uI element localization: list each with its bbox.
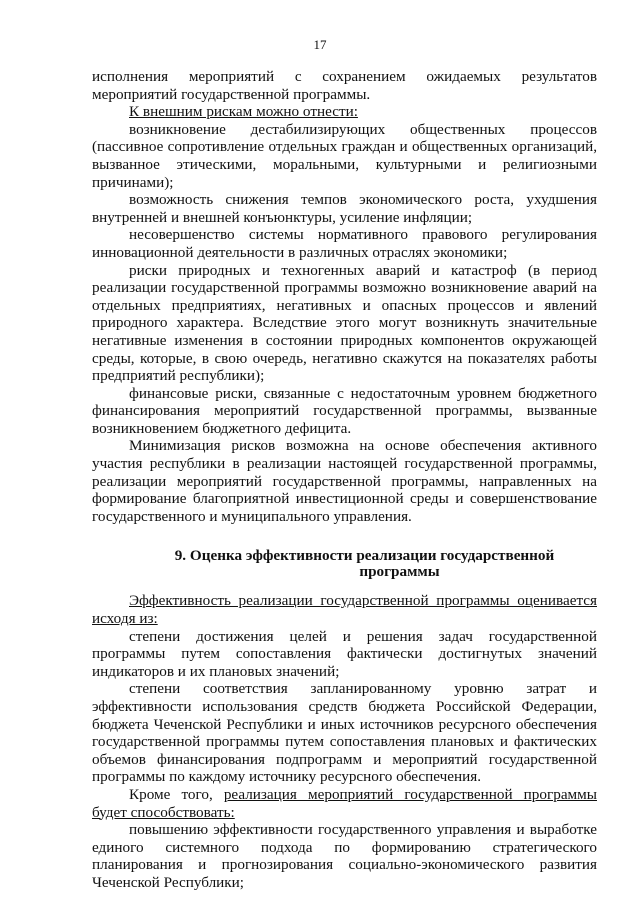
risk-item: финансовые риски, связанные с недостаточным уровнем бюджетного финансирования мероприятий государственной программы, вызванные возникновением бюджетного дефицита. <box>92 384 597 437</box>
risk-item: несовершенство системы нормативного правового регулирования инновационной деятельности в различных отраслях экономики; <box>92 226 597 261</box>
paragraph-underlined: реализация мероприятий государственной программы будет способствовать: <box>92 785 597 821</box>
external-risks-label: К внешним рискам можно отнести: <box>129 103 358 121</box>
external-risks-lead <box>92 103 597 121</box>
section-heading-line2: программы <box>359 563 440 581</box>
section-heading <box>92 548 597 580</box>
efficiency-lead-text: Эффективность реализации государственной программы оценивается исходя из: <box>92 592 597 628</box>
efficiency-lead <box>92 592 597 627</box>
paragraph: Минимизация рисков возможна на основе обеспечения активного участия республики в реализации настоящей государственной программы, реализации мероприятий государственной программы, направленных на формирование благоприятной инвестиционной среды и совершенствование государственного и муниципального управления. <box>92 437 597 525</box>
section-heading-line1: 9. Оценка эффективности реализации государственной <box>174 547 555 565</box>
page-number: 17 <box>313 37 327 52</box>
risk-item: возникновение дестабилизирующих общественных процессов (пассивное сопротивление отдельных граждан и общественных организаций, вызванное этическими, моральными, культурными и религиозными причинами); <box>92 120 597 191</box>
criteria-item: степени соответствия запланированному уровню затрат и эффективности использования средств бюджета Российской Федерации, бюджета Чеченской Республики и иных источников ресурсного обеспечения государственной программы путем сопоставления плановых и фактических объемов финансирования подпрограмм и мероприятий государственной программы по каждому источнику ресурсного обеспечения. <box>92 680 597 786</box>
paragraph: исполнения мероприятий с сохранением ожидаемых результатов мероприятий государственной программы. <box>92 68 597 103</box>
outcome-item: повышению эффективности государственного управления и выработке единого системного подхода по формированию стратегического планирования и прогнозирования социально-экономического развития Чеченской Республики; <box>92 821 597 891</box>
paragraph-plain: Кроме того, <box>129 785 224 803</box>
criteria-item: степени достижения целей и решения задач государственной программы путем сопоставления фактически достигнутых значений индикаторов и их плановых значений; <box>92 627 597 680</box>
risk-item: риски природных и техногенных аварий и катастроф (в период реализации государственной программы возможно возникновение аварий на отдельных предприятиях, негативных и опасных процессов и явлений природного характера. Вследствие этого могут возникнуть значительные негативные изменения в состоянии природных компонентов окружающей среды, которые, в свою очередь, негативно скажутся на показателях работы предприятий республики); <box>92 261 597 385</box>
risk-item: возможность снижения темпов экономического роста, ухудшения внутренней и внешней конъюнктуры, усиление инфляции; <box>92 191 597 226</box>
document-body <box>92 68 597 892</box>
paragraph <box>92 786 597 821</box>
